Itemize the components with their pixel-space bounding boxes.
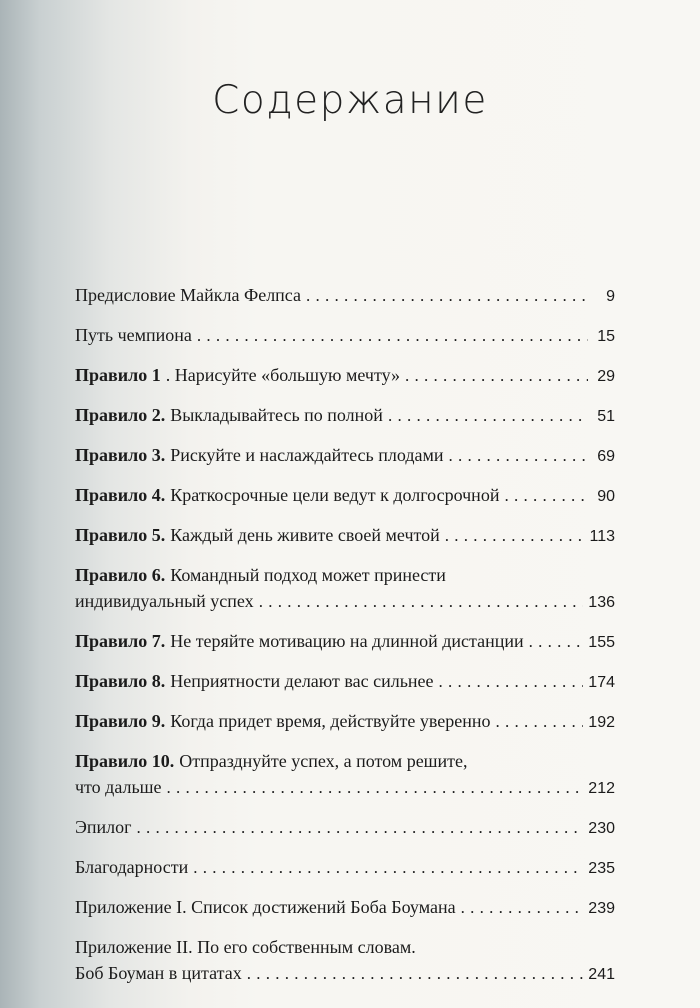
entry-title: Когда придет время, действуйте уверенно (170, 711, 491, 731)
rule-label: Правило 5. (75, 525, 166, 545)
dot-leader (193, 855, 583, 873)
toc-entry-line (75, 854, 615, 882)
dot-leader (167, 775, 584, 793)
dot-leader (247, 961, 584, 979)
page-number: 9 (606, 288, 615, 305)
dot-leader (529, 629, 584, 647)
page-number: 239 (588, 900, 615, 917)
dot-leader (137, 815, 584, 833)
toc-entry (75, 362, 615, 390)
entry-title-continued: что дальше (75, 777, 162, 797)
toc-entry (75, 668, 615, 696)
toc-entry (75, 894, 615, 922)
page-title: Содержание (212, 78, 488, 123)
dot-leader (197, 323, 588, 341)
rule-label: Правило 4. (75, 485, 166, 505)
toc-entry (75, 522, 615, 550)
entry-title: Командный подход может принести (170, 565, 446, 585)
toc-entry (75, 814, 615, 842)
toc-entry-line (75, 282, 615, 310)
entry-title: Неприятности делают вас сильнее (170, 671, 434, 691)
toc-entry-line (75, 774, 615, 802)
toc-entry (75, 442, 615, 470)
toc-entry-line (75, 960, 615, 988)
toc-entry-line (75, 362, 615, 390)
page-number: 69 (597, 448, 615, 465)
entry-title: Выкладывайтесь по полной (170, 405, 383, 425)
page-number: 51 (597, 408, 615, 425)
toc-entry-line (75, 322, 615, 350)
page-number: 174 (588, 674, 615, 691)
toc-entry-line (75, 628, 615, 656)
entry-title: Приложение II. По его собственным словам. (75, 937, 416, 957)
table-of-contents (75, 282, 615, 1000)
toc-entry (75, 934, 615, 988)
page-number: 15 (597, 328, 615, 345)
toc-entry-line (75, 562, 615, 588)
entry-title: Эпилог (75, 817, 132, 837)
toc-entry-line (75, 748, 615, 774)
page-number: 155 (588, 634, 615, 651)
toc-entry-line (75, 522, 615, 550)
rule-label: Правило 7. (75, 631, 166, 651)
toc-entry-line (75, 588, 615, 616)
entry-title: Отпразднуйте успех, а потом решите, (179, 751, 468, 771)
entry-title: Благодарности (75, 857, 189, 877)
entry-title: Рискуйте и наслаждайтесь плодами (170, 445, 444, 465)
page-number: 136 (588, 594, 615, 611)
toc-entry (75, 482, 615, 510)
rule-label: Правило 2. (75, 405, 166, 425)
entry-title: Приложение I. Список достижений Боба Боумана (75, 897, 456, 917)
page-number: 241 (588, 966, 615, 983)
toc-entry (75, 628, 615, 656)
entry-title-continued: индивидуальный успех (75, 591, 254, 611)
page-number: 230 (588, 820, 615, 837)
rule-label: Правило 1 (75, 365, 161, 385)
rule-label: Правило 10. (75, 751, 175, 771)
toc-entry (75, 282, 615, 310)
page-number: 29 (597, 368, 615, 385)
toc-entry (75, 402, 615, 430)
dot-leader (504, 483, 588, 501)
dot-leader (388, 403, 588, 421)
page-number: 212 (588, 780, 615, 797)
dot-leader (445, 523, 585, 541)
toc-entry (75, 748, 615, 802)
page-number: 192 (588, 714, 615, 731)
page-number: 235 (588, 860, 615, 877)
dot-leader (496, 709, 584, 727)
toc-entry-line (75, 402, 615, 430)
rule-label: Правило 3. (75, 445, 166, 465)
toc-entry-line (75, 708, 615, 736)
dot-leader (449, 443, 588, 461)
toc-entry (75, 562, 615, 616)
entry-title: . Нарисуйте «большую мечту» (165, 365, 401, 385)
toc-entry-line (75, 442, 615, 470)
dot-leader (306, 283, 588, 301)
toc-entry-line (75, 814, 615, 842)
page-number: 113 (589, 528, 615, 545)
toc-entry-line (75, 894, 615, 922)
rule-label: Правило 8. (75, 671, 166, 691)
toc-entry-line (75, 668, 615, 696)
page-number: 90 (597, 488, 615, 505)
entry-title: Не теряйте мотивацию на длинной дистанции (170, 631, 524, 651)
entry-title: Путь чемпиона (75, 325, 192, 345)
entry-title-continued: Боб Боуман в цитатах (75, 963, 242, 983)
dot-leader (439, 669, 584, 687)
toc-entry (75, 708, 615, 736)
toc-entry-line (75, 934, 615, 960)
dot-leader (405, 363, 588, 381)
toc-entry (75, 854, 615, 882)
rule-label: Правило 6. (75, 565, 166, 585)
dot-leader (461, 895, 584, 913)
entry-title: Каждый день живите своей мечтой (170, 525, 440, 545)
dot-leader (259, 589, 584, 607)
rule-label: Правило 9. (75, 711, 166, 731)
toc-entry-line (75, 482, 615, 510)
entry-title: Предисловие Майкла Фелпса (75, 285, 302, 305)
entry-title: Краткосрочные цели ведут к долгосрочной (170, 485, 500, 505)
toc-entry (75, 322, 615, 350)
